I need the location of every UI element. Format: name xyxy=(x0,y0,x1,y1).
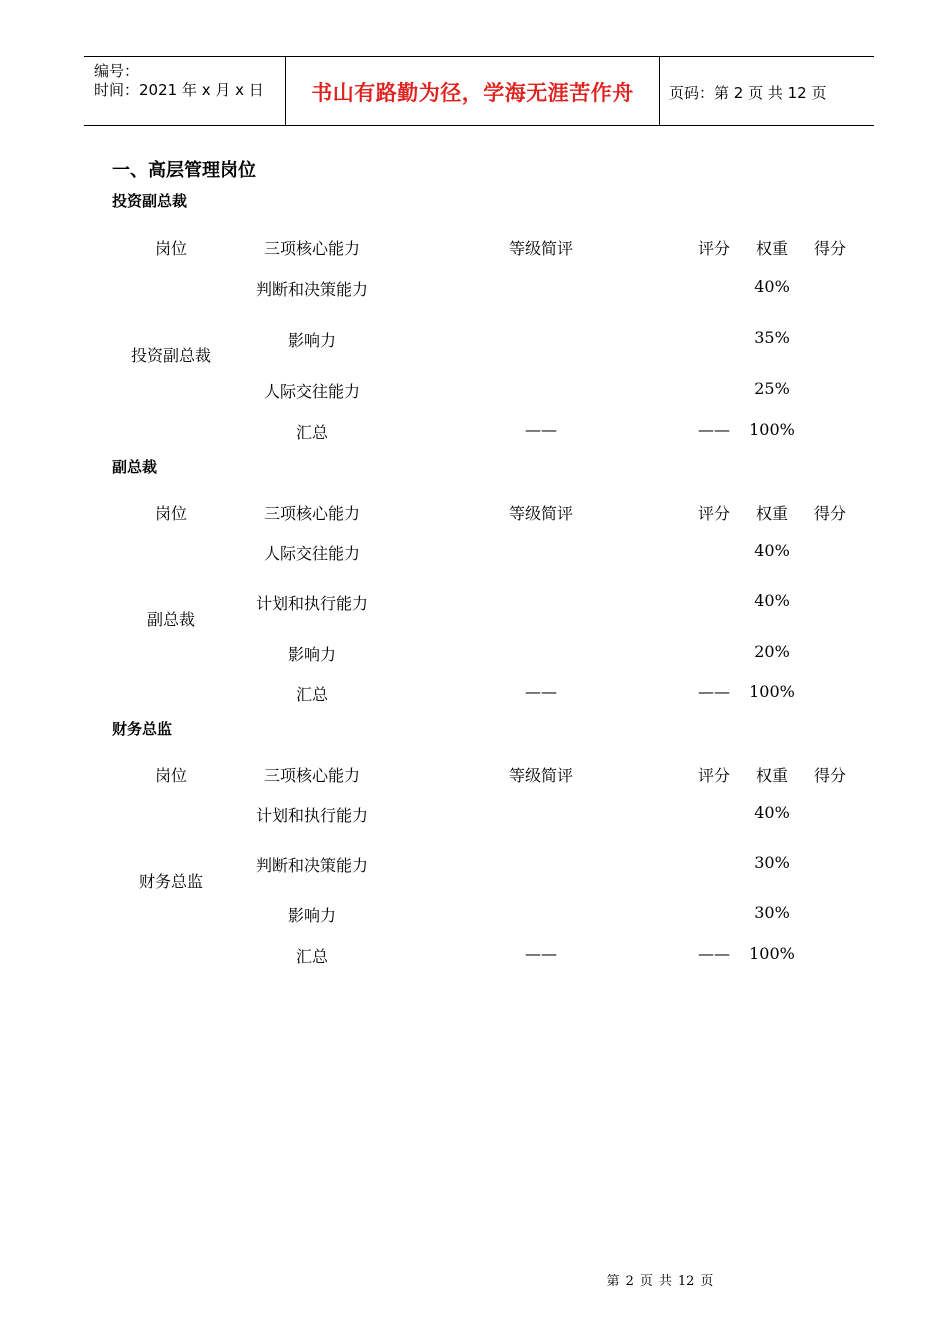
footer-suffix: 页 xyxy=(700,1274,714,1289)
document-number-label: 编号： xyxy=(94,62,140,80)
column-header-score: 评分 xyxy=(697,504,731,523)
table-title: 副总裁 xyxy=(112,458,158,476)
column-header-score: 评分 xyxy=(697,766,731,785)
weight-cell: 30% xyxy=(754,853,790,872)
footer-page-number: 2 xyxy=(625,1274,634,1289)
summary-weight: 100% xyxy=(749,420,795,439)
table-title: 财务总监 xyxy=(112,720,173,738)
weight-cell: 40% xyxy=(754,591,790,610)
column-header-ability: 三项核心能力 xyxy=(263,504,361,523)
column-header-grade: 等级简评 xyxy=(508,239,574,258)
column-header-grade: 等级简评 xyxy=(508,766,574,785)
ability-cell: 人际交往能力 xyxy=(263,382,361,401)
document-time-label: 时间：2021 年 x 月 x 日 xyxy=(94,81,264,99)
weight-cell: 40% xyxy=(754,541,790,560)
ability-cell: 判断和决策能力 xyxy=(255,280,369,299)
column-header-grade: 等级简评 xyxy=(508,504,574,523)
summary-grade-dash: —— xyxy=(525,682,557,701)
column-header-weight: 权重 xyxy=(755,504,789,523)
weight-cell: 35% xyxy=(754,328,790,347)
ability-cell: 判断和决策能力 xyxy=(255,856,369,875)
summary-label: 汇总 xyxy=(295,685,329,704)
header-page-info: 页码：第 2 页 共 12 页 xyxy=(669,84,827,102)
position-name: 副总裁 xyxy=(146,610,196,629)
weight-cell: 40% xyxy=(754,277,790,296)
header-meta xyxy=(84,57,285,125)
column-header-ability: 三项核心能力 xyxy=(263,766,361,785)
table-title: 投资副总裁 xyxy=(112,192,188,210)
summary-grade-dash: —— xyxy=(525,944,557,963)
column-header-position: 岗位 xyxy=(154,504,188,523)
column-header-weight: 权重 xyxy=(755,239,789,258)
page-header xyxy=(84,56,874,126)
header-page-cell xyxy=(659,57,874,125)
weight-cell: 40% xyxy=(754,803,790,822)
column-header-score: 评分 xyxy=(697,239,731,258)
summary-score-dash: —— xyxy=(698,682,730,701)
footer-total-label: 共 xyxy=(658,1274,672,1289)
column-header-result: 得分 xyxy=(813,504,847,523)
summary-label: 汇总 xyxy=(295,947,329,966)
column-header-result: 得分 xyxy=(813,239,847,258)
column-header-position: 岗位 xyxy=(154,239,188,258)
position-name: 投资副总裁 xyxy=(130,346,212,365)
summary-score-dash: —— xyxy=(698,944,730,963)
summary-grade-dash: —— xyxy=(525,420,557,439)
summary-label: 汇总 xyxy=(295,423,329,442)
column-header-ability: 三项核心能力 xyxy=(263,239,361,258)
position-name: 财务总监 xyxy=(138,872,204,891)
weight-cell: 20% xyxy=(754,642,790,661)
ability-cell: 人际交往能力 xyxy=(263,544,361,563)
ability-cell: 影响力 xyxy=(287,906,337,925)
summary-weight: 100% xyxy=(749,944,795,963)
footer-prefix: 第 xyxy=(606,1274,620,1289)
ability-cell: 影响力 xyxy=(287,331,337,350)
column-header-result: 得分 xyxy=(813,766,847,785)
summary-weight: 100% xyxy=(749,682,795,701)
section-title: 一、高层管理岗位 xyxy=(112,160,256,181)
weight-cell: 30% xyxy=(754,903,790,922)
page-footer xyxy=(604,1270,717,1289)
ability-cell: 计划和执行能力 xyxy=(255,594,369,613)
ability-cell: 影响力 xyxy=(287,645,337,664)
footer-page-word: 页 xyxy=(639,1274,653,1289)
summary-score-dash: —— xyxy=(698,420,730,439)
weight-cell: 25% xyxy=(754,379,790,398)
header-motto: 书山有路勤为径，学海无涯苦作舟 xyxy=(311,81,634,105)
column-header-position: 岗位 xyxy=(154,766,188,785)
footer-total-number: 12 xyxy=(677,1274,695,1289)
column-header-weight: 权重 xyxy=(755,766,789,785)
header-motto-cell xyxy=(285,57,660,125)
ability-cell: 计划和执行能力 xyxy=(255,806,369,825)
